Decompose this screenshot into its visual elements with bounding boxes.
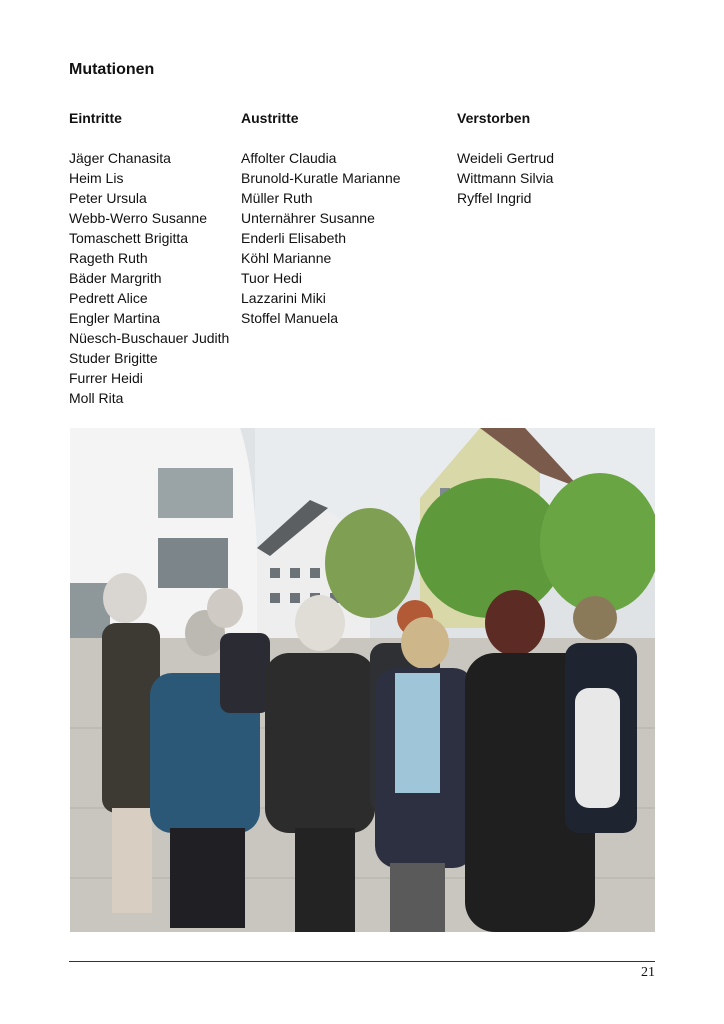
list-item: Wittmann Silvia <box>457 170 554 186</box>
list-item: Rageth Ruth <box>69 250 148 266</box>
column-exits <box>241 108 401 328</box>
list-item: Nüesch-Buschauer Judith <box>69 330 230 346</box>
column-heading-exits: Austritte <box>241 110 299 126</box>
list-item: Unternährer Susanne <box>241 210 375 226</box>
list-item: Webb-Werro Susanne <box>69 210 207 226</box>
list-item: Müller Ruth <box>241 190 313 206</box>
page-title: Mutationen <box>69 61 155 78</box>
list-item: Jäger Chanasita <box>69 150 171 166</box>
list-item: Studer Brigitte <box>69 350 158 366</box>
list-item: Köhl Marianne <box>241 250 332 266</box>
footer-rule <box>69 961 655 962</box>
exits-list <box>241 148 401 328</box>
column-entries <box>69 108 229 408</box>
list-item: Furrer Heidi <box>69 370 143 386</box>
page-number: 21 <box>641 965 655 980</box>
list-item: Tomaschett Brigitta <box>69 230 189 246</box>
list-item: Brunold-Kuratle Marianne <box>241 170 401 186</box>
list-item: Tuor Hedi <box>241 270 302 286</box>
list-item: Moll Rita <box>69 390 124 406</box>
list-item: Lazzarini Miki <box>241 290 326 306</box>
list-item: Bäder Margrith <box>69 270 162 286</box>
list-item: Enderli Elisabeth <box>241 230 347 246</box>
group-photo <box>70 428 655 932</box>
list-item: Pedrett Alice <box>69 290 148 306</box>
deceased-list <box>457 148 554 208</box>
list-item: Peter Ursula <box>69 190 147 206</box>
list-item: Affolter Claudia <box>241 150 337 166</box>
column-heading-deceased: Verstorben <box>457 110 531 126</box>
column-deceased <box>457 108 554 208</box>
entries-list <box>69 148 229 408</box>
list-item: Weideli Gertrud <box>457 150 555 166</box>
list-item: Ryffel Ingrid <box>457 190 532 206</box>
list-item: Stoffel Manuela <box>241 310 339 326</box>
list-item: Heim Lis <box>69 170 124 186</box>
list-item: Engler Martina <box>69 310 161 326</box>
column-heading-entries: Eintritte <box>69 110 122 126</box>
